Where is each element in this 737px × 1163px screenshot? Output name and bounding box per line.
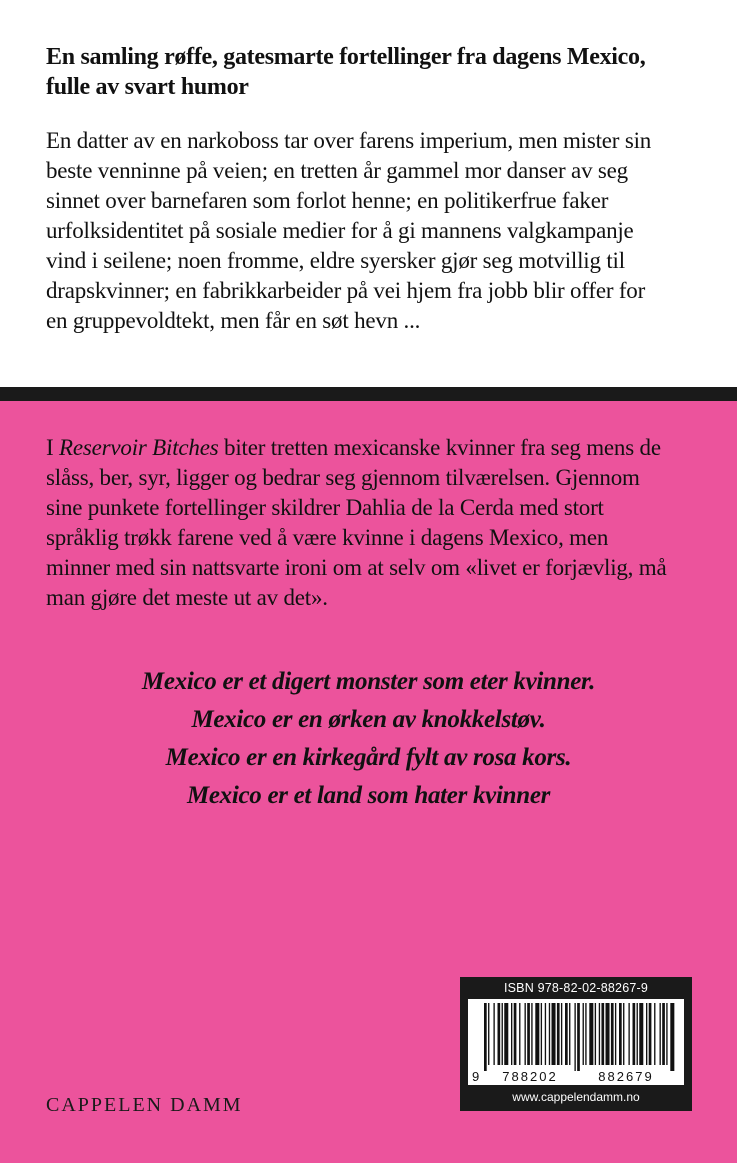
barcode-bar: [565, 1003, 568, 1065]
barcode-bar: [589, 1003, 593, 1065]
barcode-bar: [574, 1003, 575, 1071]
blurb-line: beste venninne på veien; en tretten år gammel mor danser av seg: [46, 158, 628, 183]
blurb-line: en gruppevoldtekt, men får en søt hevn ...: [46, 308, 421, 333]
desc-line: sine punkete fortellinger skildrer Dahlia de la Cerda med stort: [46, 495, 604, 520]
desc-prefix: I: [46, 435, 60, 460]
barcode-bar: [649, 1003, 652, 1065]
barcode-bar: [493, 1003, 494, 1065]
barcode-bar: [525, 1003, 526, 1065]
barcode-bar: [619, 1003, 622, 1065]
barcode-bar: [527, 1003, 530, 1065]
barcode-bar: [595, 1003, 596, 1065]
barcode-bar: [504, 1003, 508, 1065]
barcode-bar: [545, 1003, 546, 1065]
barcode-bar: [637, 1003, 638, 1065]
quote-line: Mexico er en ørken av knokkelstøv.: [191, 706, 546, 733]
barcode-bar: [606, 1003, 610, 1065]
barcode-bar: [646, 1003, 647, 1065]
blurb-line: sinnet over barnefaren som forlot henne; en politikerfrue faker: [46, 188, 609, 213]
barcode-bar: [611, 1003, 614, 1065]
book-title: Reservoir Bitches: [59, 435, 219, 460]
barcode-bar: [552, 1003, 556, 1065]
barcode-bar: [557, 1003, 560, 1065]
barcode-bar: [601, 1003, 604, 1065]
quote-line: Mexico er et land som hater kvinner: [186, 782, 551, 809]
barcode-bar: [633, 1003, 636, 1065]
barcode-bar: [666, 1003, 667, 1065]
barcode-bar: [531, 1003, 532, 1065]
barcode-bar: [615, 1003, 616, 1065]
desc-line: man gjøre det meste ut av det».: [46, 585, 328, 610]
barcode-bar: [514, 1003, 517, 1065]
blurb-line: urfolksidentitet på sosiale medier for å gi mannens valgkampanje: [46, 218, 634, 243]
barcode-bar: [585, 1003, 586, 1065]
barcode-bar: [502, 1003, 503, 1065]
barcode-bar: [484, 1003, 487, 1071]
book-description: [46, 433, 711, 613]
quote-line: Mexico er et digert monster som eter kvinner.: [141, 668, 596, 695]
pull-quote: [0, 663, 737, 815]
barcode-bar: [660, 1003, 661, 1065]
divider-rule: [0, 387, 737, 401]
desc-line1-rest: biter tretten mexicanske kvinner fra seg mens de: [218, 435, 661, 460]
barcode-bar: [654, 1003, 655, 1065]
barcode-area: [468, 999, 684, 1085]
barcode-bar: [561, 1003, 562, 1065]
barcode-bar: [519, 1003, 520, 1065]
barcode-bar: [670, 1003, 674, 1071]
barcode-bar: [623, 1003, 624, 1065]
publisher-logo: CAPPELEN DAMM: [46, 1094, 243, 1116]
back-cover-top-section: [0, 0, 737, 387]
desc-line: slåss, ber, syr, ligger og bedrar seg gjennom tilværelsen. Gjennom: [46, 465, 640, 490]
barcode-bar: [498, 1003, 501, 1065]
barcode-bar: [599, 1003, 600, 1065]
isbn-barcode-block: [460, 977, 692, 1111]
barcode-bar: [577, 1003, 580, 1071]
barcode-digits-left: 788202: [502, 1069, 558, 1084]
barcode-bar: [541, 1003, 542, 1065]
blurb-line: drapskvinner; en fabrikkarbeider på vei hjem fra jobb blir offer for: [46, 278, 646, 303]
headline-line-1: En samling røffe, gatesmarte fortellinger fra dagens Mexico,: [46, 44, 646, 70]
barcode-bar: [511, 1003, 512, 1065]
blurb-line: En datter av en narkoboss tar over farens imperium, men mister sin: [46, 128, 652, 153]
barcode-icon: [468, 999, 684, 1085]
headline-line-2: fulle av svart humor: [46, 74, 249, 100]
barcode-bar: [628, 1003, 629, 1065]
isbn-label: ISBN 978-82-02-88267-9: [503, 981, 649, 995]
barcode-digit-first: 9: [472, 1069, 480, 1084]
blurb-line: vind i seilene; noen fromme, eldre syersker gjør seg motvillig til: [46, 248, 625, 273]
quote-line: Mexico er en kirkegård fylt av rosa kors.: [165, 744, 572, 771]
barcode-bar: [549, 1003, 550, 1065]
desc-line: minner med sin nattsvarte ironi om at selv om «livet er forjævlig, må: [46, 555, 667, 580]
barcode-bar: [535, 1003, 539, 1065]
barcode-digits-right: 882679: [598, 1069, 654, 1084]
barcode-bar: [488, 1003, 489, 1065]
barcode-bar: [569, 1003, 570, 1065]
barcode-bar: [583, 1003, 584, 1065]
publisher-url: www.cappelendamm.no: [512, 1090, 640, 1104]
cover-headline: [46, 42, 686, 102]
barcode-bar: [662, 1003, 665, 1065]
desc-line: språklig trøkk farene ved å være kvinne i dagens Mexico, men: [46, 525, 609, 550]
barcode-bar: [639, 1003, 643, 1065]
story-blurb: [46, 126, 711, 336]
